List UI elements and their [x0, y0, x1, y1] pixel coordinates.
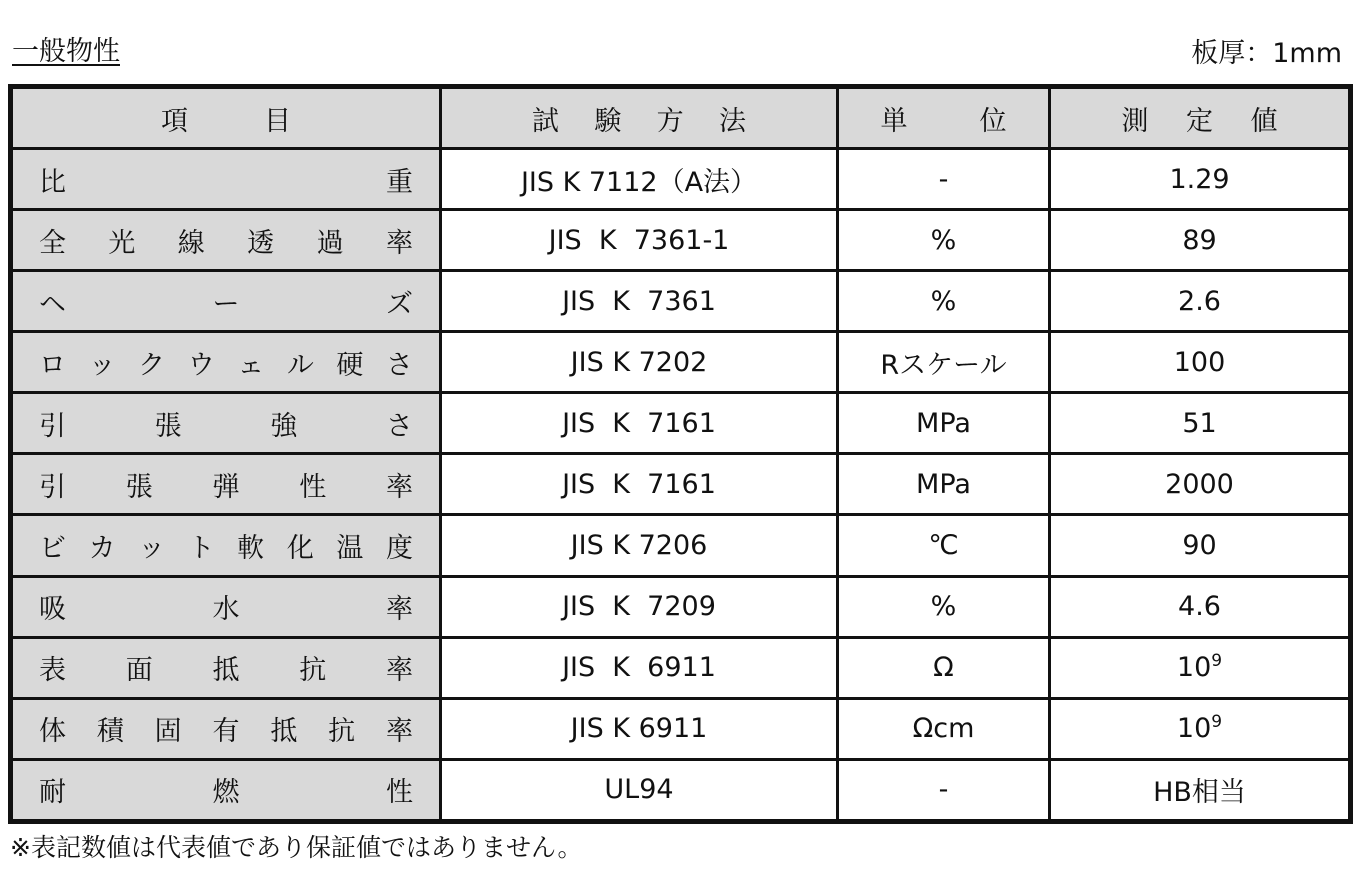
property-name-char: 性 — [386, 777, 413, 809]
table-row — [11, 698, 1351, 759]
header-item-char: 項 — [161, 105, 188, 137]
property-name-char: 強 — [270, 410, 298, 442]
measured-value: 10 — [1176, 713, 1212, 745]
test-method-cell — [441, 271, 838, 332]
test-method: JIS K 7112（A法） — [520, 166, 758, 198]
property-name-char: 表 — [39, 655, 66, 687]
property-name-char: 率 — [385, 227, 413, 259]
test-method-cell — [441, 454, 838, 515]
measured-value: 89 — [1182, 224, 1217, 256]
value-exponent: 9 — [1211, 651, 1223, 672]
table-row — [11, 637, 1351, 698]
table-row — [11, 149, 1351, 210]
header-method-char: 試 — [532, 105, 559, 137]
section-title: 一般物性 — [12, 36, 120, 67]
property-name-char: 弾 — [212, 471, 240, 503]
measured-value-cell — [1050, 759, 1351, 821]
measured-value: 51 — [1182, 407, 1217, 439]
property-name-char: ビ — [39, 533, 66, 564]
test-method: JIS K 7161 — [562, 407, 716, 439]
table-row — [11, 454, 1351, 515]
test-method: JIS K 7206 — [570, 530, 708, 561]
property-name-cell — [11, 698, 441, 759]
property-name-char: ェ — [237, 349, 265, 381]
property-name-char: ー — [212, 288, 240, 320]
unit: % — [930, 591, 957, 623]
unit: MPa — [916, 468, 971, 500]
header-method-char: 験 — [594, 105, 622, 137]
unit: Ωcm — [912, 713, 975, 745]
property-name-char: 耐 — [39, 777, 66, 809]
table-row — [11, 515, 1351, 576]
measured-value-cell — [1050, 454, 1351, 515]
property-name-cell — [11, 210, 441, 271]
footnote: ※表記数値は代表値であり保証値ではありません。 — [10, 833, 583, 862]
test-method: JIS K 7209 — [562, 591, 716, 623]
property-name-char: 率 — [386, 594, 413, 626]
measured-value-cell — [1050, 393, 1351, 454]
table-row — [11, 393, 1351, 454]
property-name-char: 体 — [39, 716, 66, 748]
unit-cell — [838, 515, 1050, 576]
property-name-char: ズ — [386, 288, 413, 320]
header-method-char: 方 — [656, 105, 684, 137]
unit: - — [938, 163, 949, 195]
test-method-cell — [441, 149, 838, 210]
unit: % — [930, 285, 957, 317]
property-name-char: 抵 — [212, 655, 240, 687]
table-row — [11, 576, 1351, 637]
unit-cell — [838, 637, 1050, 698]
measured-value: 2000 — [1165, 468, 1234, 500]
header-value-char: 測 — [1121, 105, 1149, 137]
property-name-char: 率 — [386, 471, 413, 503]
property-name-char: 固 — [154, 716, 182, 748]
measured-value: 1.29 — [1169, 163, 1230, 195]
unit: MPa — [916, 407, 971, 439]
unit-cell — [838, 271, 1050, 332]
table-header-row — [11, 87, 1351, 149]
property-name-char: 率 — [385, 716, 413, 748]
property-name-char: 吸 — [39, 594, 66, 626]
property-name-char: 率 — [386, 655, 413, 687]
property-name-char: ル — [286, 349, 314, 381]
header-item — [11, 87, 441, 149]
unit-cell — [838, 698, 1050, 759]
test-method: UL94 — [604, 774, 674, 806]
property-name-char: 硬 — [336, 349, 364, 381]
property-name-char: 全 — [39, 227, 66, 259]
property-name-char: 燃 — [212, 777, 240, 809]
property-name-cell — [11, 332, 441, 393]
property-name-char: 光 — [108, 227, 136, 259]
measured-value-cell — [1050, 698, 1351, 759]
header-unit-char: 単 — [880, 105, 908, 137]
unit-cell — [838, 576, 1050, 637]
property-name-char: 抵 — [270, 716, 298, 748]
unit-cell — [838, 454, 1050, 515]
measured-value-cell — [1050, 271, 1351, 332]
property-name-char: 張 — [125, 471, 153, 503]
property-name-char: 重 — [386, 166, 413, 198]
header-unit — [838, 87, 1050, 149]
test-method-cell — [441, 393, 838, 454]
header-value — [1050, 87, 1351, 149]
measured-value: 4.6 — [1178, 591, 1221, 623]
value-exponent: 9 — [1211, 712, 1223, 733]
thickness-note: 板厚：1mm — [1191, 38, 1342, 69]
property-name-cell — [11, 637, 441, 698]
property-name-char: 性 — [299, 471, 327, 503]
property-name-cell — [11, 454, 441, 515]
unit: ℃ — [928, 530, 959, 561]
table-row — [11, 759, 1351, 821]
header-method — [441, 87, 838, 149]
property-name-cell — [11, 515, 441, 576]
test-method: JIS K 7361-1 — [548, 224, 730, 256]
property-name-char: 面 — [125, 655, 153, 687]
header-value-char: 定 — [1186, 105, 1213, 137]
property-name-char: 度 — [385, 533, 413, 564]
property-name-char: 有 — [212, 716, 240, 748]
properties-table — [8, 84, 1353, 824]
unit-cell — [838, 210, 1050, 271]
unit-cell — [838, 393, 1050, 454]
measured-value-cell — [1050, 149, 1351, 210]
property-name-char: ッ — [138, 533, 166, 564]
property-name-char: 積 — [96, 716, 124, 748]
measured-value: 100 — [1173, 346, 1226, 378]
table-body — [11, 149, 1351, 822]
property-name-char: 水 — [212, 594, 240, 626]
property-name-char: ウ — [187, 349, 215, 381]
test-method-cell — [441, 210, 838, 271]
measured-value: 2.6 — [1178, 285, 1221, 317]
property-name-char: ク — [138, 349, 166, 381]
property-name-char: 過 — [316, 227, 344, 259]
property-name-char: 引 — [39, 410, 66, 442]
measured-value: 90 — [1182, 530, 1217, 561]
unit: % — [930, 224, 957, 256]
property-name-char: 抗 — [299, 655, 327, 687]
property-name-char: 抗 — [328, 716, 356, 748]
property-name-char: 張 — [154, 410, 182, 442]
unit-cell — [838, 149, 1050, 210]
header-unit-char: 位 — [979, 105, 1007, 137]
property-name-cell — [11, 576, 441, 637]
property-name-char: カ — [88, 533, 116, 564]
header-item-char: 目 — [264, 105, 291, 137]
property-name-char: さ — [385, 349, 413, 381]
unit: - — [938, 774, 949, 806]
measured-value-cell — [1050, 332, 1351, 393]
property-name-cell — [11, 149, 441, 210]
measured-value: 10 — [1176, 652, 1212, 684]
property-name-char: ロ — [39, 349, 66, 381]
test-method-cell — [441, 759, 838, 821]
property-name-char: ヘ — [39, 288, 66, 320]
table-row — [11, 210, 1351, 271]
test-method: JIS K 7202 — [570, 346, 708, 378]
property-name-char: 引 — [39, 471, 66, 503]
measured-value-cell — [1050, 637, 1351, 698]
test-method-cell — [441, 515, 838, 576]
table-row — [11, 332, 1351, 393]
header-method-char: 法 — [718, 105, 746, 137]
property-name-char: 比 — [39, 166, 66, 198]
test-method-cell — [441, 637, 838, 698]
measured-value: HB相当 — [1153, 777, 1246, 809]
measured-value-cell — [1050, 515, 1351, 576]
header-value-char: 値 — [1250, 105, 1278, 137]
property-name-cell — [11, 759, 441, 821]
test-method: JIS K 6911 — [562, 652, 716, 684]
measured-value-cell — [1050, 210, 1351, 271]
property-name-char: さ — [385, 410, 413, 442]
test-method-cell — [441, 576, 838, 637]
unit-cell — [838, 759, 1050, 821]
property-name-char: 透 — [247, 227, 275, 259]
table-row — [11, 271, 1351, 332]
property-name-char: 軟 — [237, 533, 265, 564]
test-method: JIS K 6911 — [570, 713, 708, 745]
unit: Rスケール — [880, 349, 1007, 381]
test-method: JIS K 7161 — [562, 468, 716, 500]
property-name-char: 線 — [177, 227, 205, 259]
measured-value-cell — [1050, 576, 1351, 637]
unit-cell — [838, 332, 1050, 393]
property-name-char: 化 — [286, 533, 314, 564]
property-name-cell — [11, 271, 441, 332]
test-method-cell — [441, 332, 838, 393]
test-method-cell — [441, 698, 838, 759]
property-name-char: ッ — [88, 349, 116, 381]
test-method: JIS K 7361 — [562, 285, 716, 317]
property-name-char: 温 — [336, 533, 364, 564]
property-name-char: ト — [187, 533, 215, 564]
property-name-cell — [11, 393, 441, 454]
unit: Ω — [933, 652, 954, 684]
